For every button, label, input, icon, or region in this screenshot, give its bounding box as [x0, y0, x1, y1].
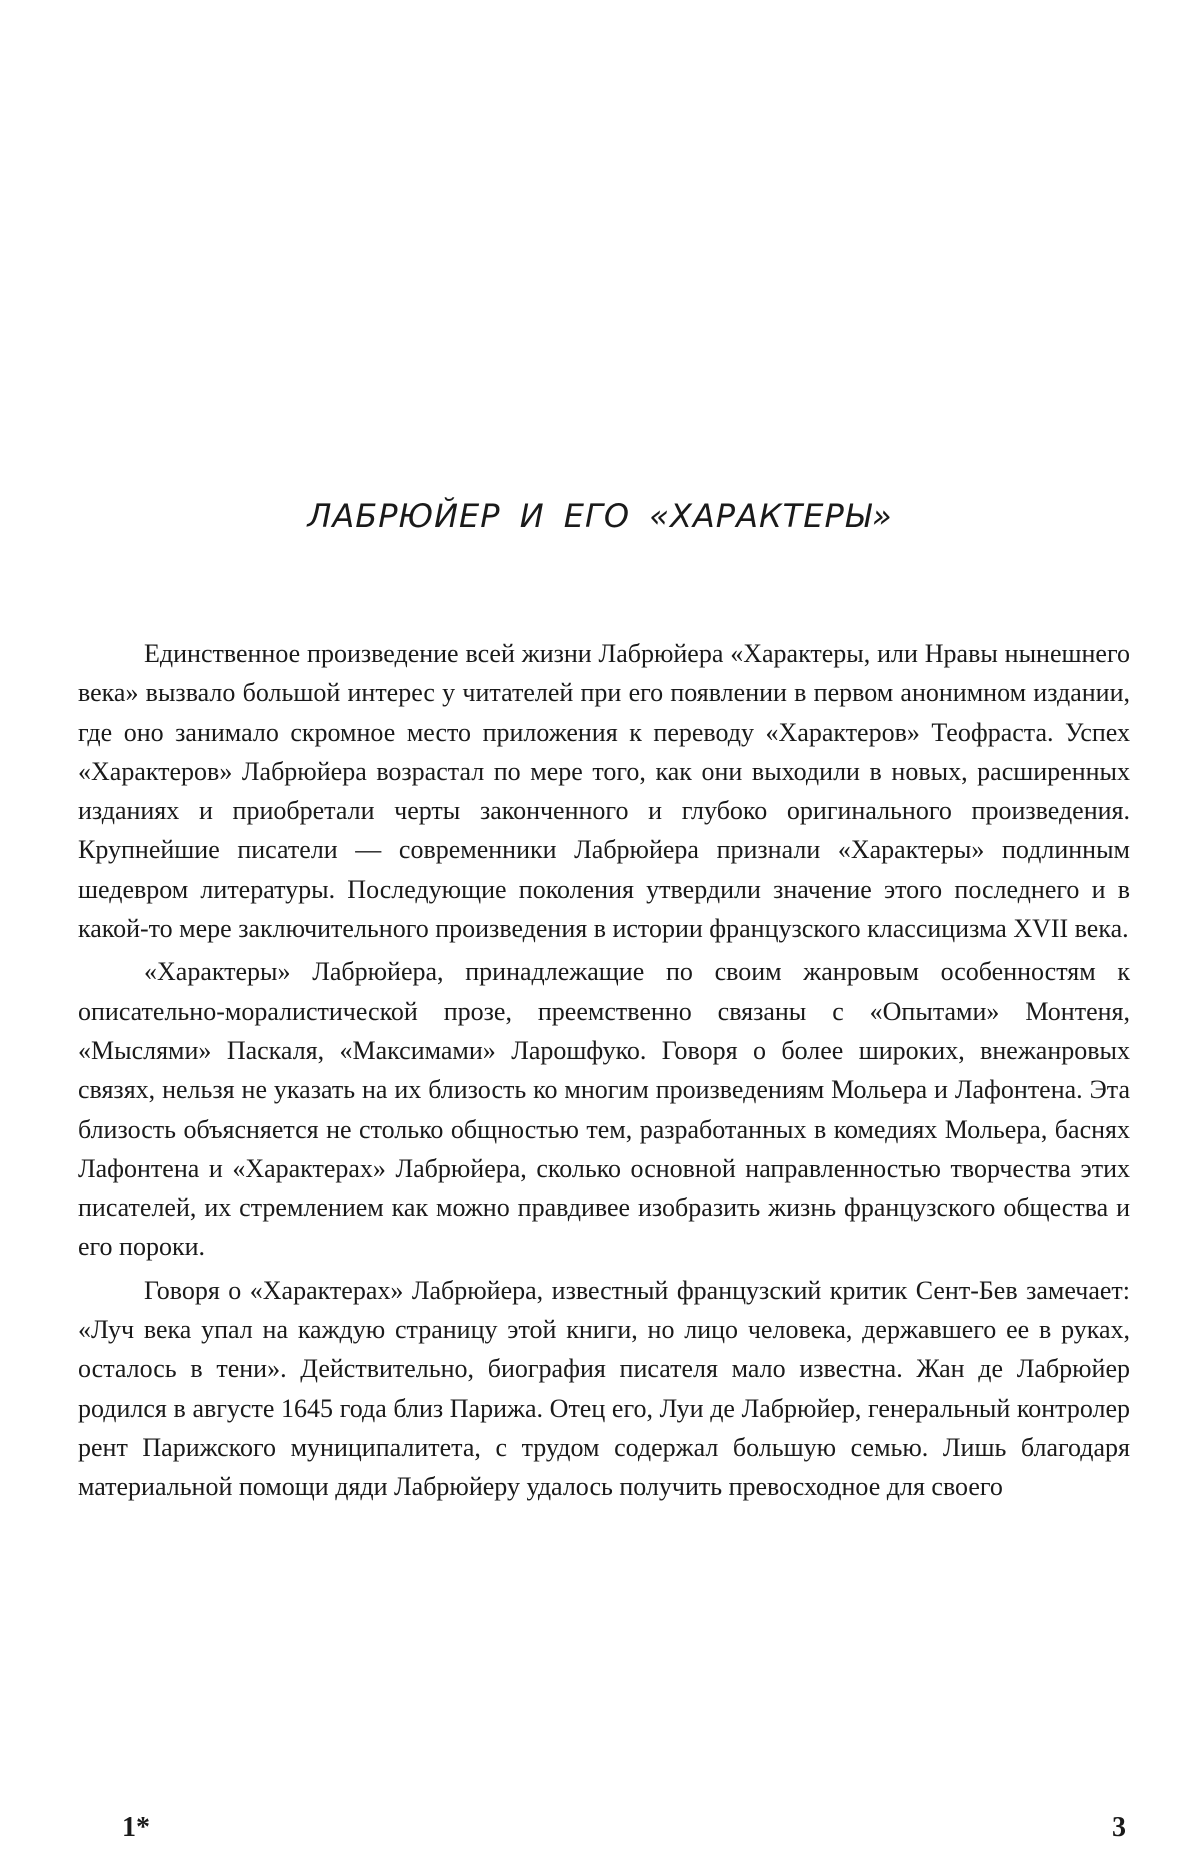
paragraph-3: Говоря о «Характерах» Лабрюйера, известный французский критик Сент-Бев замечает: «Луч века упал на каждую страницу этой книги, но лицо человека, державшего ее в руках, осталось в тени». Действительно, биография писателя мало известна. Жан де Лабрюйер родился в августе 1645 года близ Парижа. Отец его, Луи де Лабрюйер, генеральный контролер рент Парижского муниципалитета, с трудом содержал большую семью. Лишь благодаря материальной помощи дяди Лабрюйеру удалось получить превосходное для своего: [78, 1275, 1130, 1502]
page-number: 3: [1112, 1812, 1126, 1843]
chapter-title: ЛАБРЮЙЕР И ЕГО «ХАРАКТЕРЫ»: [307, 497, 893, 535]
paragraph-1: Единственное произведение всей жизни Лабрюйера «Характеры, или Нравы нынешнего века» вызвало большой интерес у читателей при его появлении в первом анонимном издании, где оно занимало скромное место приложения к переводу «Характеров» Теофраста. Успех «Характеров» Лабрюйера возрастал по мере того, как они выходили в новых, расширенных изданиях и приобретали черты законченного и глубоко оригинального произведения. Крупнейшие писатели — современники Лабрюйера признали «Характеры» подлинным шедевром литературы. Последующие поколения утвердили значение этого последнего и в какой-то мере заключительного произведения в истории французского классицизма XVII века.: [78, 639, 1130, 944]
paragraph-2: «Характеры» Лабрюйера, принадлежащие по своим жанровым особенностям к описательно-моралистической прозе, преемственно связаны с «Опытами» Монтеня, «Мыслями» Паскаля, «Максимами» Ларошфуко. Говоря о более широких, внежанровых связях, нельзя не указать на их близость ко многим произведениям Мольера и Лафонтена. Эта близость объясняется не столько общностью тем, разработанных в комедиях Мольера, баснях Лафонтена и «Характерах» Лабрюйера, сколько основной направленностью творчества этих писателей, их стремлением как можно правдивее изобразить жизнь французского общества и его пороки.: [78, 957, 1130, 1262]
signature-mark: 1*: [122, 1812, 150, 1843]
body-text: [78, 634, 1130, 1507]
